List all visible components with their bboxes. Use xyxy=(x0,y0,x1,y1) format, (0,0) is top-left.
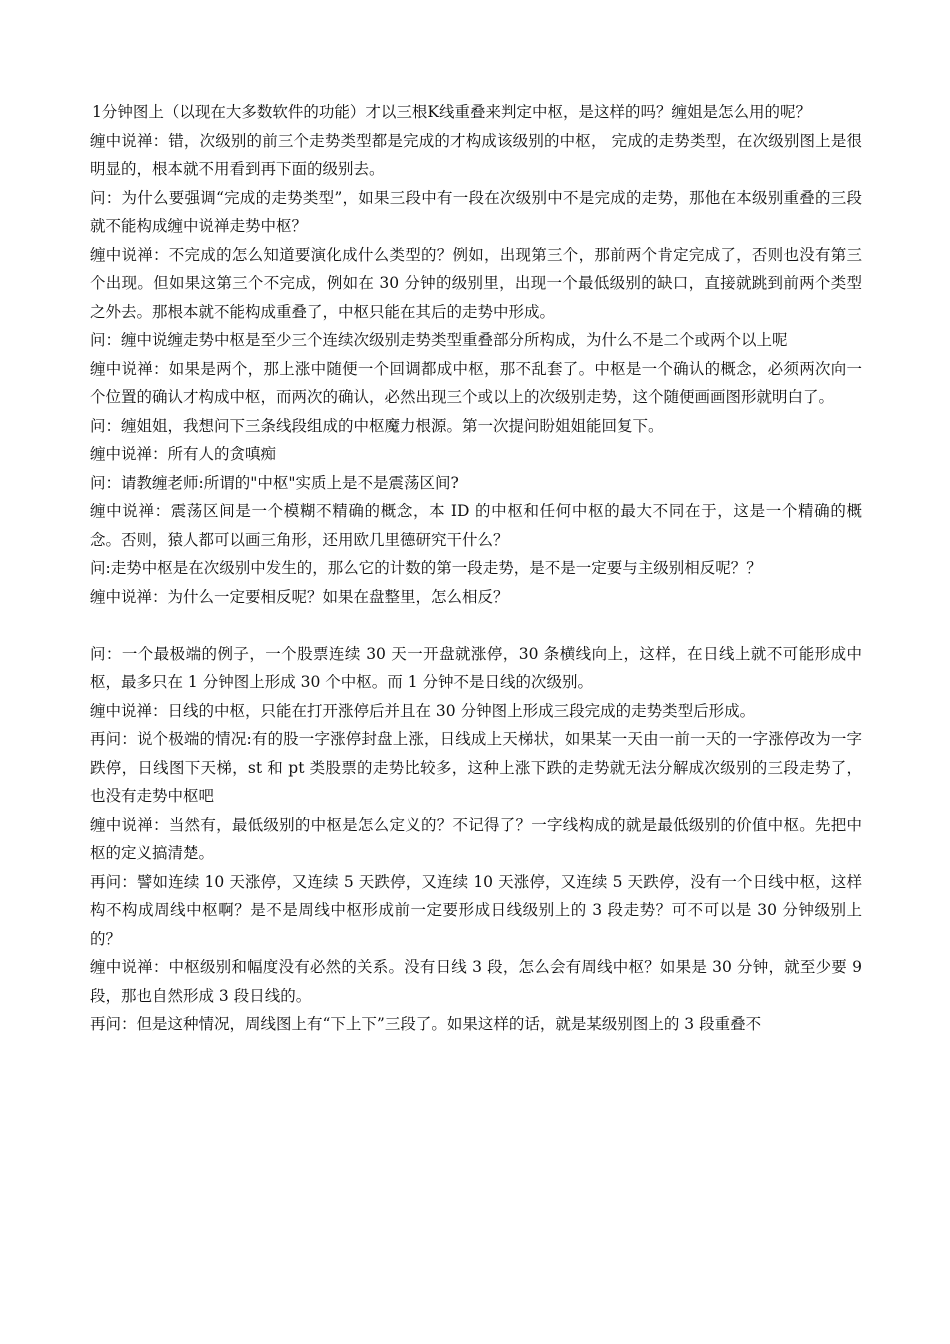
paragraph-answer-completed-trend: 缠中说禅：错，次级别的前三个走势类型都是完成的才构成该级别的中枢， 完成的走势类型，在次级别图上是很明显的，根本就不用看到再下面的级别去。 xyxy=(90,131,862,178)
paragraph-question-oscillation-range: 问：请教缠老师:所谓的"中枢"实质上是不是震荡区间? xyxy=(90,473,459,492)
paragraph-question-limit-up-example: 问：一个最极端的例子，一个股票连续 30 天一开盘就涨停，30 条横线向上，这样，在日线上就不可能形成中枢，最多只在 1 分钟图上形成 30 个中枢。而 1 分钟不是日线的次级别。 xyxy=(90,644,862,691)
paragraph-answer-greed: 缠中说禅：所有人的贪嗔痴 xyxy=(90,445,277,463)
paragraph-question-pivot-root: 问：缠姐姐，我想问下三条线段组成的中枢魔力根源。第一次提问盼姐姐能回复下。 xyxy=(90,416,664,435)
paragraph-followup-weekly-pivot: 再问：譬如连续 10 天涨停，又连续 5 天跌停，又连续 10 天涨停，又连续 5 天跌停，没有一个日线中枢，这样构不构成周线中枢啊？是不是周线中枢形成前一定要形成日线级别上的 3 段走势？可不可以是 30 分钟级别上的？ xyxy=(90,872,862,948)
paragraph-answer-pivot-level-amplitude: 缠中说禅：中枢级别和幅度没有必然的关系。没有日线 3 段，怎么会有周线中枢？如果是 30 分钟，就至少要 9 段，那也自然形成 3 段日线的。 xyxy=(90,958,862,1005)
paragraph-answer-daily-pivot: 缠中说禅：日线的中枢，只能在打开涨停后并且在 30 分钟图上形成三段完成的走势类型后形成。 xyxy=(90,701,756,720)
paragraph-answer-precise-concept: 缠中说禅：震荡区间是一个模糊不精确的概念，本 ID 的中枢和任何中枢的最大不同在于，这是一个精确的概念。否则，猿人都可以画三角形，还用欧几里德研究干什么？ xyxy=(90,502,862,549)
paragraph-question-1min-kline: 1分钟图上（以现在大多数软件的功能）才以三根K线重叠来判定中枢，是这样的吗？缠姐是怎么用的呢？ xyxy=(92,103,811,121)
paragraph-question-first-segment: 问:走势中枢是在次级别中发生的，那么它的计数的第一段走势，是不是一定要与主级别相反呢？？ xyxy=(90,559,762,577)
paragraph-question-why-three: 问：缠中说缠走势中枢是至少三个连续次级别走势类型重叠部分所构成，为什么不是二个或两个以上呢 xyxy=(90,331,788,349)
blank-line xyxy=(90,611,862,640)
document-body xyxy=(90,98,862,1039)
paragraph-question-completed-trend-type: 问：为什么要强调“完成的走势类型”，如果三段中有一段在次级别中不是完成的走势，那他在本级别重叠的三段就不能构成缠中说禅走势中枢？ xyxy=(90,188,862,235)
paragraph-followup-down-up-down: 再问：但是这种情况，周线图上有“下上下”三段了。如果这样的话，就是某级别图上的 3 段重叠不 xyxy=(90,1015,762,1033)
paragraph-answer-two-confirmations: 缠中说禅：如果是两个，那上涨中随便一个回调都成中枢，那不乱套了。中枢是一个确认的概念，必须两次向一个位置的确认才构成中枢，而两次的确认，必然出现三个或以上的次级别走势，这个随便画画图形就明白了。 xyxy=(90,359,862,406)
paragraph-answer-opposite-direction: 缠中说禅：为什么一定要相反呢？如果在盘整里，怎么相反？ xyxy=(90,587,509,606)
paragraph-answer-incomplete-trend: 缠中说禅：不完成的怎么知道要演化成什么类型的？例如，出现第三个，那前两个肯定完成了，否则也没有第三个出现。但如果这第三个不完成，例如在 30 分钟的级别里，出现一个最低级别的缺口，直接就跳到前两个类型之外去。那根本就不能构成重叠了，中枢只能在其后的走势中形成。 xyxy=(90,245,862,321)
paragraph-answer-lowest-level-pivot: 缠中说禅：当然有，最低级别的中枢是怎么定义的？不记得了？一字线构成的就是最低级别的价值中枢。先把中枢的定义搞清楚。 xyxy=(90,815,862,862)
paragraph-followup-extreme-case: 再问：说个极端的情况:有的股一字涨停封盘上涨，日线成上天梯状，如果某一天由一前一天的一字涨停改为一字跌停，日线图下天梯，st 和 pt 类股票的走势比较多，这种上涨下跌的走势就无法分解成次级别的三段走势了，也没有走势中枢吧 xyxy=(90,730,862,805)
